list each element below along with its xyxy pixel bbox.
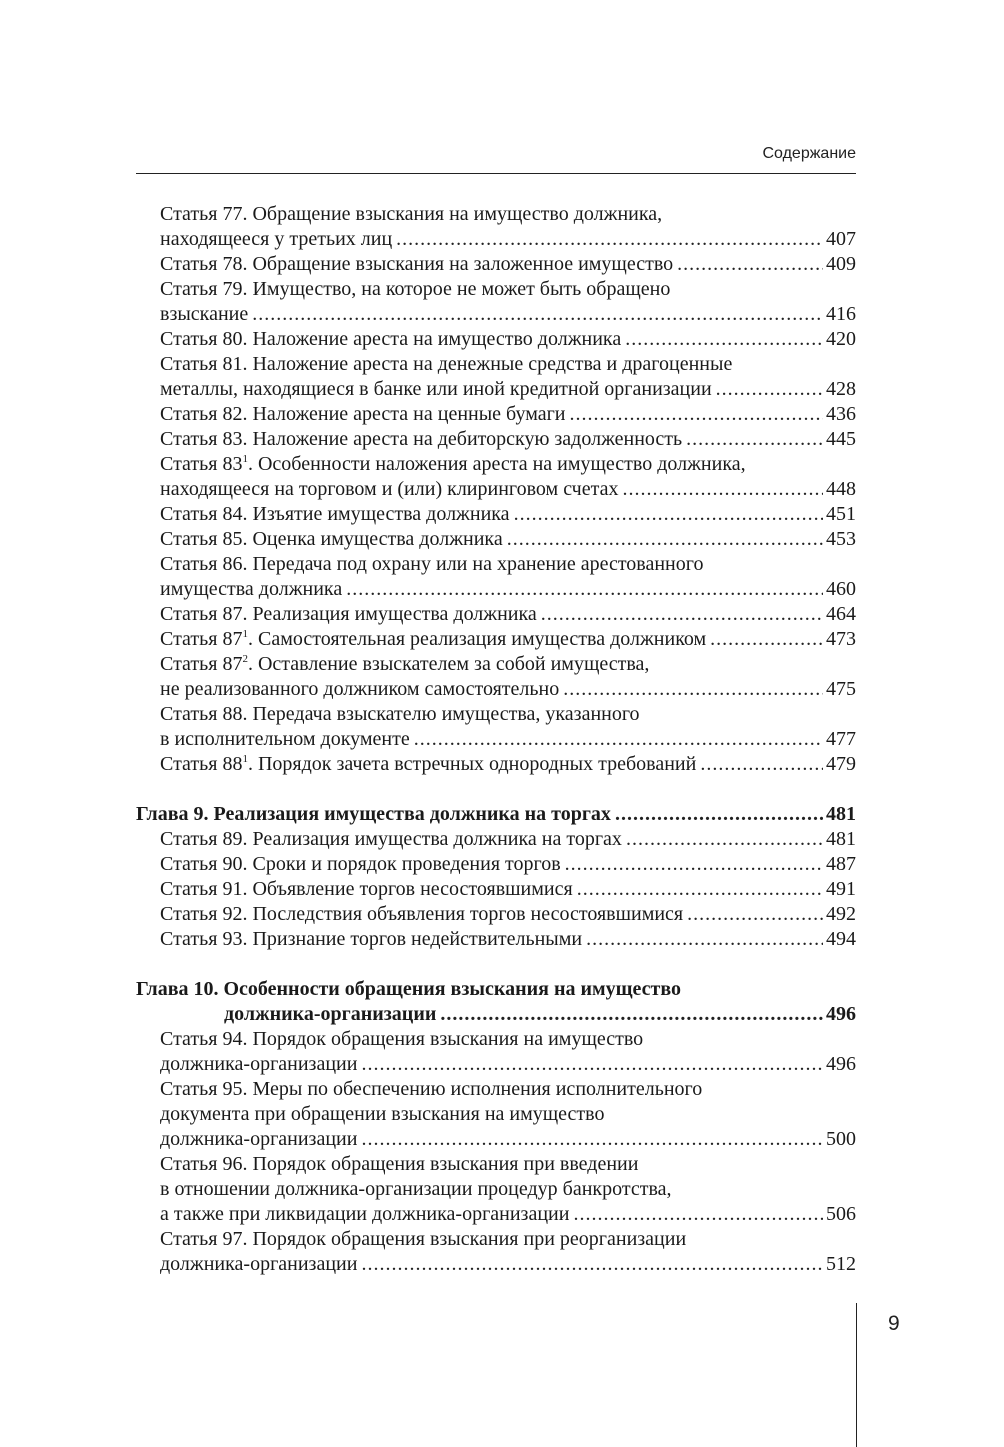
toc-line — [160, 227, 856, 252]
toc-line — [160, 477, 856, 502]
toc-title-text: Статья 80. Наложение ареста на имущество должника — [160, 328, 622, 350]
toc-entry[interactable] — [136, 902, 856, 927]
toc-page-number: 460 — [826, 578, 856, 600]
toc-title-text: металлы, находящиеся в банке или иной кредитной организации — [160, 378, 712, 400]
toc-entry[interactable] — [136, 252, 856, 277]
toc-page-number: 448 — [826, 478, 856, 500]
toc-chapter[interactable] — [136, 977, 856, 1027]
toc-line — [160, 1202, 856, 1227]
toc-title-text: Статья 92. Последствия объявления торгов несостоявшимися — [160, 903, 684, 925]
toc-entry[interactable] — [136, 202, 856, 252]
page-number-rule — [856, 1303, 857, 1447]
toc-title-text: Статья 81. Наложение ареста на денежные средства и драгоценные — [160, 353, 733, 375]
toc-title-text: взыскание — [160, 303, 249, 325]
toc-entry[interactable] — [136, 877, 856, 902]
toc-title-text: Статья 87. Реализация имущества должника — [160, 603, 537, 625]
toc-line — [160, 852, 856, 877]
toc-page-number: 491 — [826, 878, 856, 900]
toc-title-text: Статья 94. Порядок обращения взыскания на имущество — [160, 1028, 644, 1050]
toc-leader-dots — [615, 802, 823, 827]
toc-page-number: 453 — [826, 528, 856, 550]
toc-title-text: . Самостоятельная реализация имущества должником — [247, 628, 707, 650]
toc-page-number: 473 — [826, 628, 856, 650]
toc-title-text: Статья 84. Изъятие имущества должника — [160, 503, 510, 525]
toc-entry[interactable] — [136, 427, 856, 452]
toc-entry[interactable] — [136, 652, 856, 702]
toc-title-text: Статья 96. Порядок обращения взыскания при введении — [160, 1153, 639, 1175]
toc-title-text: Статья 89. Реализация имущества должника на торгах — [160, 828, 622, 850]
toc-title-text: Статья 86. Передача под охрану или на хранение арестованного — [160, 553, 704, 575]
toc-article-superscript: 1 — [242, 628, 248, 640]
toc-line — [160, 1252, 856, 1277]
toc-page-number: 481 — [826, 828, 856, 850]
toc-line — [160, 902, 856, 927]
toc-leader-dots — [686, 427, 823, 452]
toc-title-text: Статья 77. Обращение взыскания на имущество должника, — [160, 203, 663, 225]
toc-page-number: 428 — [826, 378, 856, 400]
toc-leader-dots — [710, 627, 823, 652]
toc-line — [160, 502, 856, 527]
toc-line — [160, 1027, 856, 1052]
toc-entry[interactable] — [136, 627, 856, 652]
toc-line — [160, 327, 856, 352]
toc-leader-dots — [346, 577, 823, 602]
toc-title-group — [160, 453, 746, 475]
toc-title-text: Статья 85. Оценка имущества должника — [160, 528, 503, 550]
toc-leader-dots — [361, 1052, 823, 1077]
toc-page-number: 496 — [826, 1053, 856, 1075]
toc-entry[interactable] — [136, 702, 856, 752]
toc-page-number: 479 — [826, 753, 856, 775]
toc-leader-dots — [507, 527, 823, 552]
toc-page-number: 494 — [826, 928, 856, 950]
toc-article-number: Статья 87 — [160, 653, 243, 675]
toc-title-text: Статья 91. Объявление торгов несостоявшимися — [160, 878, 573, 900]
toc-title-text: должника-организации — [160, 1253, 358, 1275]
toc-page-number: 409 — [826, 253, 856, 275]
toc-leader-dots — [541, 602, 823, 627]
toc-page-number: 475 — [826, 678, 856, 700]
toc-line — [160, 427, 856, 452]
toc-title-group — [160, 627, 706, 652]
toc-title-group — [160, 653, 649, 675]
toc-title-text: Статья 79. Имущество, на которое не может быть обращено — [160, 278, 671, 300]
toc-article-superscript: 2 — [242, 653, 248, 665]
toc-chapter[interactable] — [136, 802, 856, 827]
toc-leader-dots — [625, 327, 823, 352]
toc-page-number: 451 — [826, 503, 856, 525]
toc-title-text: документа при обращении взыскания на имущество — [160, 1103, 605, 1125]
toc-article-superscript: 1 — [242, 753, 248, 765]
toc-line — [160, 877, 856, 902]
toc-entry[interactable] — [136, 602, 856, 627]
toc-line — [160, 652, 856, 677]
toc-leader-dots — [573, 1202, 823, 1227]
toc-article-superscript: 1 — [242, 453, 248, 465]
toc-article-number: Статья 88 — [160, 753, 243, 775]
toc-line — [160, 252, 856, 277]
toc-line — [160, 1102, 856, 1127]
toc-leader-dots — [565, 852, 823, 877]
toc-title-text: в исполнительном документе — [160, 728, 410, 750]
toc-title-text: . Порядок зачета встречных однородных требований — [247, 753, 697, 775]
toc-entry[interactable] — [136, 327, 856, 352]
toc-title-text: Статья 82. Наложение ареста на ценные бумаги — [160, 403, 566, 425]
toc-title-text: а также при ликвидации должника-организации — [160, 1203, 570, 1225]
toc-line — [160, 1227, 856, 1252]
toc-leader-dots — [626, 827, 823, 852]
toc-title-text: Статья 78. Обращение взыскания на заложенное имущество — [160, 253, 674, 275]
toc-entry[interactable] — [136, 1077, 856, 1152]
toc-entry[interactable] — [136, 402, 856, 427]
toc-page-number: 500 — [826, 1128, 856, 1150]
toc-line — [160, 627, 856, 652]
toc-title-text: Статья 97. Порядок обращения взыскания при реорганизации — [160, 1228, 687, 1250]
toc-line — [160, 552, 856, 577]
toc-line — [160, 452, 856, 477]
toc-title-text: Глава 9. Реализация имущества должника на торгах — [136, 803, 611, 825]
toc-entry[interactable] — [136, 1227, 856, 1277]
toc-line — [160, 1077, 856, 1102]
toc-line — [160, 827, 856, 852]
toc-page-number: 512 — [826, 1253, 856, 1275]
toc-line — [136, 802, 856, 827]
toc-line — [136, 977, 856, 1002]
toc-title-text: находящееся на торговом и (или) клиринговом счетах — [160, 478, 619, 500]
toc-line — [160, 1052, 856, 1077]
toc-line — [160, 302, 856, 327]
toc-page-number: 487 — [826, 853, 856, 875]
toc-leader-dots — [361, 1252, 823, 1277]
toc-line — [160, 352, 856, 377]
toc-page-number: 477 — [826, 728, 856, 750]
toc-article-number: Статья 87 — [160, 628, 243, 650]
toc-line — [160, 602, 856, 627]
toc-leader-dots — [622, 477, 823, 502]
toc-title-text: в отношении должника-организации процедур банкротства, — [160, 1178, 672, 1200]
toc-line — [160, 202, 856, 227]
toc-entry[interactable] — [136, 927, 856, 952]
toc-page-number: 436 — [826, 403, 856, 425]
toc-title-text: имущества должника — [160, 578, 343, 600]
toc-line — [160, 927, 856, 952]
toc-entry[interactable] — [136, 1027, 856, 1077]
toc-leader-dots — [677, 252, 823, 277]
toc-title-text: находящееся у третьих лиц — [160, 228, 393, 250]
toc-leader-dots — [586, 927, 823, 952]
toc-line — [160, 1177, 856, 1202]
toc-line — [136, 1002, 856, 1027]
toc-line — [160, 752, 856, 777]
toc-article-number: Статья 83 — [160, 453, 243, 475]
toc-leader-dots — [700, 752, 823, 777]
toc-line — [160, 1127, 856, 1152]
page-number: 9 — [888, 1312, 900, 1335]
toc-entry[interactable] — [136, 752, 856, 777]
toc-leader-dots — [716, 377, 823, 402]
toc-title-text: не реализованного должником самостоятельно — [160, 678, 560, 700]
toc-leader-dots — [514, 502, 823, 527]
toc-line — [160, 702, 856, 727]
toc-entry[interactable] — [136, 827, 856, 852]
toc-leader-dots — [252, 302, 823, 327]
toc-leader-dots — [414, 727, 823, 752]
toc-entry[interactable] — [136, 527, 856, 552]
toc-line — [160, 577, 856, 602]
toc-page-number: 416 — [826, 303, 856, 325]
toc-entry[interactable] — [136, 1152, 856, 1227]
toc-title-text: . Особенности наложения ареста на имущество должника, — [247, 453, 746, 475]
toc-page-number: 481 — [826, 803, 856, 825]
toc-leader-dots — [440, 1002, 823, 1027]
toc-leader-dots — [563, 677, 823, 702]
toc-line — [160, 527, 856, 552]
toc-page-number: 506 — [826, 1203, 856, 1225]
toc-title-text: Статья 90. Сроки и порядок проведения торгов — [160, 853, 561, 875]
toc-title-group — [160, 752, 696, 777]
toc-line — [160, 1152, 856, 1177]
toc-entry[interactable] — [136, 277, 856, 327]
toc-title-text: должника-организации — [224, 1003, 437, 1025]
table-of-contents — [136, 202, 856, 1277]
toc-line — [160, 402, 856, 427]
toc-leader-dots — [396, 227, 823, 252]
toc-title-text: Статья 83. Наложение ареста на дебиторскую задолженность — [160, 428, 683, 450]
toc-page-number: 420 — [826, 328, 856, 350]
toc-page-number: 492 — [826, 903, 856, 925]
toc-leader-dots — [361, 1127, 823, 1152]
toc-page-number: 464 — [826, 603, 856, 625]
toc-line — [160, 377, 856, 402]
toc-title-text: Статья 93. Признание торгов недействительными — [160, 928, 583, 950]
toc-title-text: должника-организации — [160, 1053, 358, 1075]
header-rule — [136, 173, 856, 174]
toc-title-text: . Оставление взыскателем за собой имущества, — [247, 653, 650, 675]
toc-leader-dots — [577, 877, 823, 902]
toc-entry[interactable] — [136, 552, 856, 602]
toc-leader-dots — [687, 902, 823, 927]
toc-entry[interactable] — [136, 452, 856, 502]
toc-line — [160, 727, 856, 752]
toc-entry[interactable] — [136, 352, 856, 402]
running-head-title: Содержание — [762, 145, 856, 162]
toc-title-text: Статья 95. Меры по обеспечению исполнения исполнительного — [160, 1078, 703, 1100]
toc-line — [160, 677, 856, 702]
toc-title-text: должника-организации — [160, 1128, 358, 1150]
toc-page-number: 445 — [826, 428, 856, 450]
toc-title-text: Статья 88. Передача взыскателю имущества, указанного — [160, 703, 640, 725]
toc-title-text: Глава 10. Особенности обращения взыскания на имущество — [136, 978, 682, 1000]
toc-line — [160, 277, 856, 302]
toc-entry[interactable] — [136, 852, 856, 877]
toc-leader-dots — [570, 402, 824, 427]
toc-page-number: 496 — [826, 1003, 856, 1025]
toc-page-number: 407 — [826, 228, 856, 250]
toc-entry[interactable] — [136, 502, 856, 527]
